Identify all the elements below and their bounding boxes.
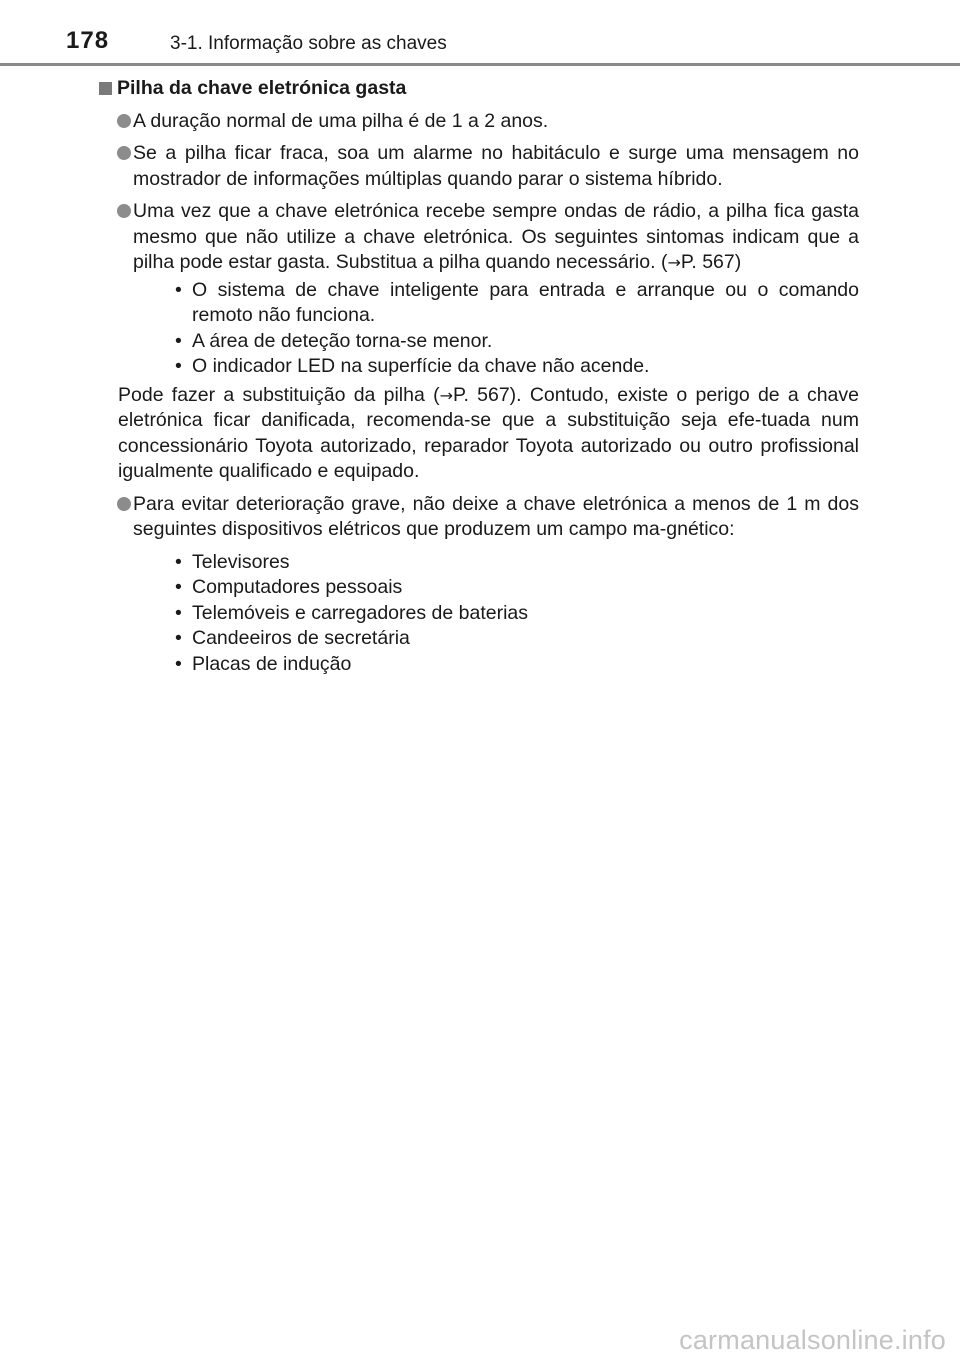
section-heading xyxy=(97,76,859,102)
section-title: 3-1. Informação sobre as chaves xyxy=(170,33,447,54)
device-item xyxy=(133,652,859,678)
list-item xyxy=(97,109,859,135)
symptom-text: A área de deteção torna-se menor. xyxy=(192,329,493,352)
section-heading-text: Pilha da chave eletrónica gasta xyxy=(117,77,407,99)
item-text xyxy=(133,199,859,276)
item-text-part: Uma vez que a chave eletrónica recebe sempre ondas de rádio, a pilha fica gasta mesmo que não utilize a chave eletrónica. Os seguintes sintomas indicam que a pilha pode estar gasta. Substitua a pilha quando necessário. ( xyxy=(133,200,859,273)
bullet-dot-icon: • xyxy=(175,627,182,649)
item-text: Se a pilha ficar fraca, soa um alarme no habitáculo e surge uma mensagem no mostrador de informações múltiplas quando parar o sistema híbrido. xyxy=(133,142,859,190)
list-item xyxy=(97,492,859,678)
device-text: Placas de indução xyxy=(192,652,352,675)
device-text: Televisores xyxy=(192,550,290,573)
symptom-item xyxy=(133,278,859,329)
device-list xyxy=(133,550,859,678)
item-text: A duração normal de uma pilha é de 1 a 2 anos. xyxy=(133,109,549,132)
page-number: 178 xyxy=(66,27,110,54)
device-item xyxy=(133,575,859,601)
symptom-text: O sistema de chave inteligente para entrada e arranque ou o comando remoto não funciona. xyxy=(192,278,859,326)
device-item xyxy=(133,550,859,576)
arrow-right-icon: → xyxy=(439,385,453,405)
page-header xyxy=(0,0,960,66)
arrow-right-icon: → xyxy=(667,253,681,272)
note-text-part: P. 567). Contudo, existe o perigo de a chave eletrónica ficar danificada, recomenda-se que a substituição seja efe-tuada num concessionário Toyota autorizado, reparador Toyota autorizado ou outro profissional igualmente qualificado e equipado. xyxy=(118,383,860,482)
page-content xyxy=(97,76,859,684)
symptom-text: O indicador LED na superfície da chave não acende. xyxy=(192,355,650,377)
bullet-dot-icon: • xyxy=(175,652,182,675)
bullet-dot-icon: • xyxy=(175,329,182,352)
bullet-dot-icon: • xyxy=(175,550,182,573)
symptom-item xyxy=(133,354,859,380)
list-item xyxy=(97,141,859,192)
symptom-item xyxy=(133,329,859,355)
bullet-dot-icon: • xyxy=(175,576,182,598)
note-text-part: Pode fazer a substituição da pilha ( xyxy=(118,383,440,406)
watermark: carmanualsonline.info xyxy=(679,1325,946,1355)
device-item xyxy=(133,601,859,627)
bullet-dot-icon: • xyxy=(175,601,182,624)
note-paragraph xyxy=(97,383,859,485)
circle-bullet-icon xyxy=(117,114,131,128)
page-reference: P. 567) xyxy=(680,251,742,273)
bullet-dot-icon: • xyxy=(175,355,182,377)
device-text: Computadores pessoais xyxy=(192,576,403,598)
circle-bullet-icon xyxy=(117,146,131,160)
device-text: Candeeiros de secretária xyxy=(192,627,410,649)
bullet-dot-icon: • xyxy=(175,278,182,301)
list-item xyxy=(97,199,859,380)
device-item xyxy=(133,626,859,652)
square-bullet-icon xyxy=(99,82,112,95)
circle-bullet-icon xyxy=(117,204,131,218)
circle-bullet-icon xyxy=(117,497,131,511)
item-text: Para evitar deterioração grave, não deixe a chave eletrónica a menos de 1 m dos seguintes dispositivos elétricos que produzem um campo ma-gnético: xyxy=(133,492,859,540)
symptom-list xyxy=(133,278,859,380)
device-text: Telemóveis e carregadores de baterias xyxy=(192,601,529,624)
header-divider xyxy=(0,63,960,66)
